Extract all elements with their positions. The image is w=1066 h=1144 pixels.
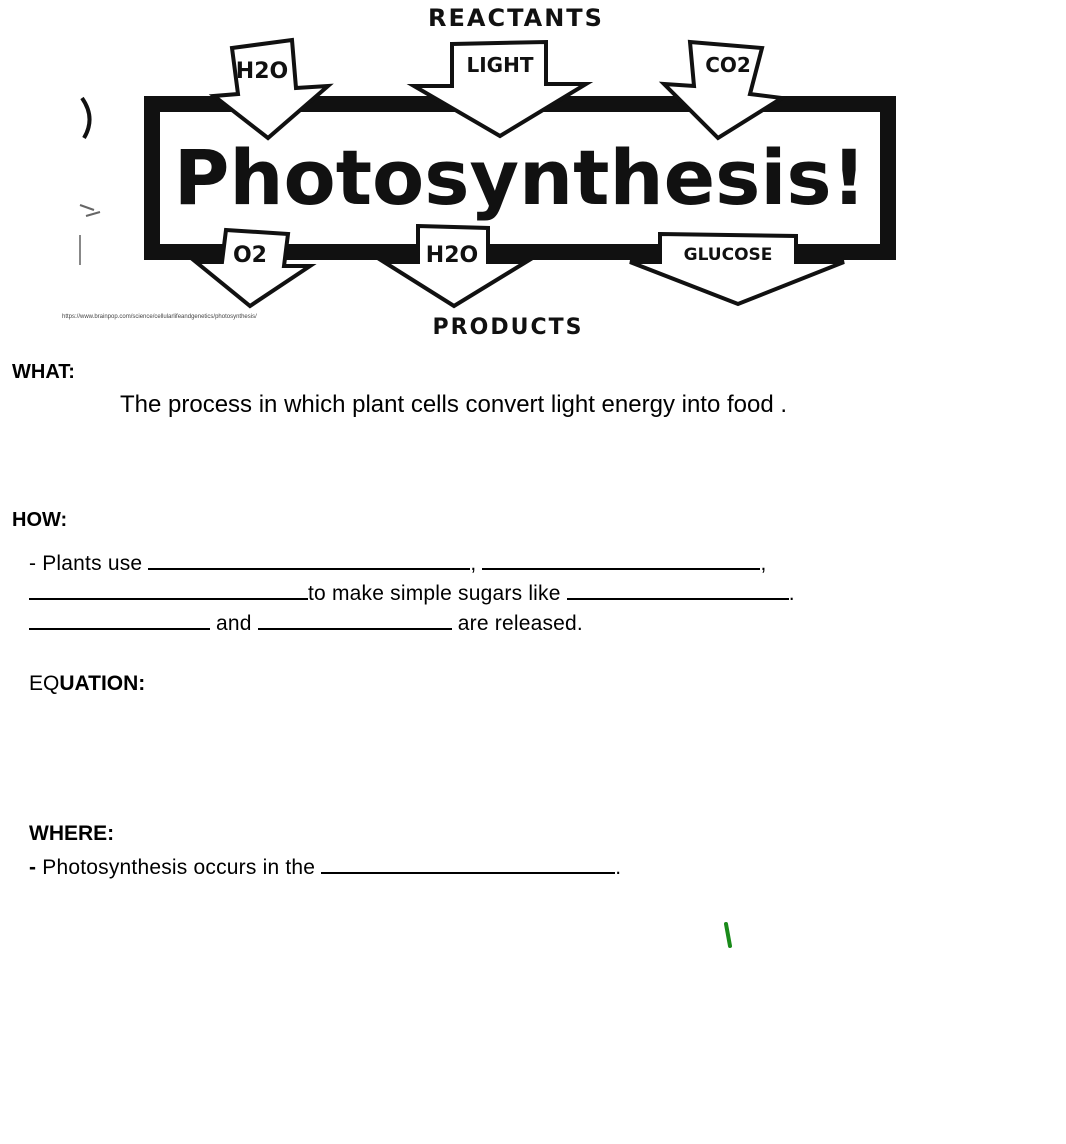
reactants-label: REACTANTS xyxy=(428,4,604,32)
how-line3-end: are released. xyxy=(457,612,583,635)
blank-organelle[interactable] xyxy=(321,854,615,874)
how-line1-prefix: - Plants use xyxy=(29,552,143,575)
photosynthesis-title: Photosynthesis! xyxy=(173,133,867,222)
what-definition: The process in which plant cells convert light energy into food . xyxy=(120,391,788,418)
blank-reactant-1[interactable] xyxy=(148,550,470,570)
blank-product-2[interactable] xyxy=(258,610,452,630)
how-heading: HOW: xyxy=(12,509,68,531)
how-line1-sep: , xyxy=(470,552,477,575)
reactant-co2-label: CO2 xyxy=(705,53,751,77)
how-line1-end: , xyxy=(760,552,767,575)
reactant-light-label: LIGHT xyxy=(466,53,534,77)
where-end: . xyxy=(615,856,622,879)
edge-fragment xyxy=(82,98,90,138)
blank-reactant-3[interactable] xyxy=(29,580,308,600)
what-heading: WHAT: xyxy=(12,361,75,383)
source-url: https://www.brainpop.com/science/cellularlifeandgenetics/photosynthesis/ xyxy=(62,314,257,320)
how-line-2 xyxy=(29,580,795,606)
product-h2o-label: H2O xyxy=(425,243,479,268)
how-line3-mid: and xyxy=(216,612,252,635)
equation-heading xyxy=(29,672,145,696)
green-pen-mark xyxy=(722,920,736,950)
diagram-art xyxy=(0,0,1066,345)
where-line xyxy=(29,854,621,880)
products-label: PRODUCTS xyxy=(432,315,584,340)
equation-heading-q: Q xyxy=(43,672,60,695)
how-line-3 xyxy=(29,610,583,636)
how-line2-end: . xyxy=(788,582,795,605)
product-o2-label: O2 xyxy=(232,243,268,268)
blank-reactant-2[interactable] xyxy=(482,550,760,570)
product-arrow-o2 xyxy=(196,230,310,306)
equation-heading-rest: UATION: xyxy=(59,672,146,695)
where-heading: WHERE: xyxy=(29,822,115,845)
equation-heading-e: E xyxy=(29,672,44,695)
blank-sugar[interactable] xyxy=(567,580,789,600)
where-sentence: Photosynthesis occurs in the xyxy=(42,856,316,879)
photosynthesis-diagram xyxy=(0,0,1066,345)
blank-product-1[interactable] xyxy=(29,610,210,630)
how-line2-mid: to make simple sugars like xyxy=(308,582,561,605)
reactant-h2o-label: H2O xyxy=(235,59,289,84)
product-glucose-label: GLUCOSE xyxy=(683,245,773,265)
where-dash: - xyxy=(29,856,37,879)
reactant-arrow-h2o xyxy=(214,40,328,138)
edge-fragment xyxy=(80,205,100,216)
how-line-1 xyxy=(29,550,766,576)
